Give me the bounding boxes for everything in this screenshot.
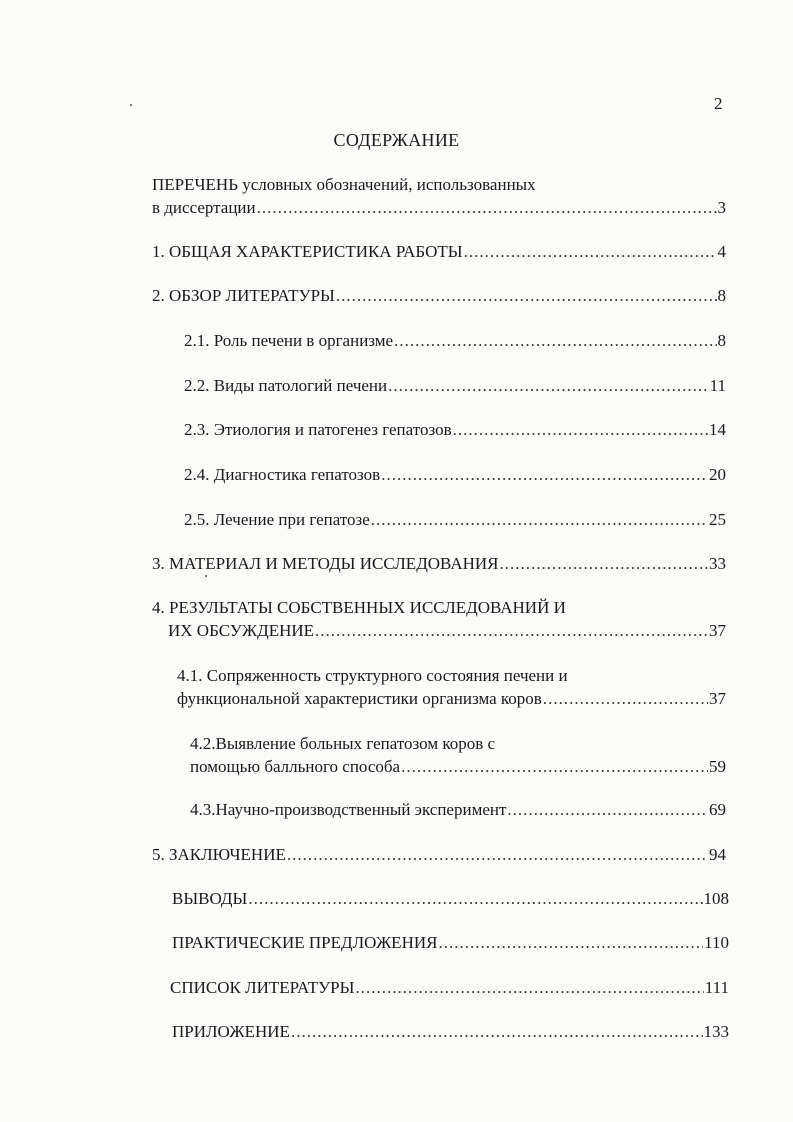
toc-entry-page: 69 — [709, 800, 726, 819]
dot-leader — [257, 198, 717, 218]
toc-entry-page: 111 — [704, 978, 729, 997]
toc-entry — [184, 465, 726, 485]
toc-entry-page: 8 — [717, 331, 726, 350]
toc-entry-text: 4.3.Научно-производственный эксперимент — [190, 800, 507, 819]
dot-leader — [287, 845, 708, 865]
toc-entry — [168, 621, 726, 641]
dot-leader — [543, 689, 708, 709]
dot-leader — [388, 376, 709, 396]
toc-entry-text: помощью балльного способа — [190, 757, 401, 776]
toc-entry — [190, 757, 726, 777]
toc-entry-line1: 4. РЕЗУЛЬТАТЫ СОБСТВЕННЫХ ИССЛЕДОВАНИЙ И — [152, 598, 566, 617]
toc-entry-page: 33 — [709, 554, 726, 573]
toc-entry-text: 2.5. Лечение при гепатозе — [184, 510, 370, 529]
toc-entry-page: 3 — [717, 198, 726, 217]
dot-leader — [464, 242, 717, 262]
toc-entry-line1: 4.1. Сопряженность структурного состояния печени и — [177, 666, 568, 685]
toc-entry-page: 20 — [709, 465, 726, 484]
toc-entry-page: 14 — [709, 420, 726, 439]
dot-leader — [438, 933, 703, 953]
toc-entry-text: ПРИЛОЖЕНИЕ — [172, 1022, 290, 1041]
dot-leader — [394, 331, 716, 351]
toc-entry — [177, 689, 726, 709]
toc-entry — [172, 933, 729, 953]
toc-entry-text: ИХ ОБСУЖДЕНИЕ — [168, 621, 315, 640]
dot-leader — [401, 757, 708, 777]
dot-leader — [336, 286, 717, 306]
dot-leader — [371, 510, 708, 530]
toc-entry-text: функциональной характеристики организма коров — [177, 689, 542, 708]
toc-entry-page: 94 — [709, 845, 726, 864]
toc-entry — [152, 242, 726, 262]
toc-entry-text: в диссертации — [152, 198, 256, 217]
toc-entry — [190, 800, 726, 820]
dot-leader — [453, 420, 708, 440]
dot-leader — [248, 889, 702, 909]
dot-leader — [315, 621, 708, 641]
toc-entry — [152, 198, 726, 218]
toc-entry-text: 2.1. Роль печени в организме — [184, 331, 394, 350]
toc-entry-page: 108 — [703, 889, 729, 908]
toc-entry-text: СПИСОК ЛИТЕРАТУРЫ — [170, 978, 355, 997]
dot-leader — [291, 1022, 703, 1042]
toc-entry-page: 11 — [709, 376, 726, 395]
dot-leader — [500, 554, 709, 574]
scan-speck — [205, 575, 207, 577]
toc-entry-text: 5. ЗАКЛЮЧЕНИЕ — [152, 845, 286, 864]
toc-entry-text: 2.4. Диагностика гепатозов — [184, 465, 381, 484]
toc-entry — [152, 554, 726, 574]
toc-entry — [184, 420, 726, 440]
dot-leader — [355, 978, 703, 998]
toc-entry-text: 3. МАТЕРИАЛ И МЕТОДЫ ИССЛЕДОВАНИЯ — [152, 554, 499, 573]
toc-entry-text: 2.2. Виды патологий печени — [184, 376, 388, 395]
toc-entry-text: 2. ОБЗОР ЛИТЕРАТУРЫ — [152, 286, 335, 305]
toc-entry — [172, 1022, 729, 1042]
toc-title: СОДЕРЖАНИЕ — [333, 130, 460, 150]
toc-entry-text: ПРАКТИЧЕСКИЕ ПРЕДЛОЖЕНИЯ — [172, 933, 438, 952]
toc-entry-text: 2.3. Этиология и патогенез гепатозов — [184, 420, 452, 439]
toc-entry-page: 37 — [709, 689, 726, 708]
dot-leader — [507, 800, 708, 820]
toc-entry-page: 133 — [703, 1022, 729, 1041]
toc-entry-line1: ПЕРЕЧЕНЬ условных обозначений, использованных — [152, 175, 536, 194]
toc-entry-text: ВЫВОДЫ — [172, 889, 248, 908]
scan-speck — [130, 104, 132, 106]
toc-entry-page: 4 — [717, 242, 726, 261]
toc-entry — [170, 978, 729, 998]
toc-entry-page: 59 — [709, 757, 726, 776]
toc-entry-page: 8 — [717, 286, 726, 305]
toc-entry — [184, 376, 726, 396]
toc-entry-page: 110 — [704, 933, 729, 952]
toc-entry-line1: 4.2.Выявление больных гепатозом коров с — [190, 734, 496, 753]
toc-entry-page: 37 — [709, 621, 726, 640]
toc-entry — [152, 845, 726, 865]
dot-leader — [381, 465, 708, 485]
toc-entry — [172, 889, 729, 909]
page-number: 2 — [714, 94, 723, 113]
toc-entry-page: 25 — [709, 510, 726, 529]
toc-entry — [184, 331, 726, 351]
toc-entry — [184, 510, 726, 530]
toc-entry-text: 1. ОБЩАЯ ХАРАКТЕРИСТИКА РАБОТЫ — [152, 242, 463, 261]
toc-entry — [152, 286, 726, 306]
